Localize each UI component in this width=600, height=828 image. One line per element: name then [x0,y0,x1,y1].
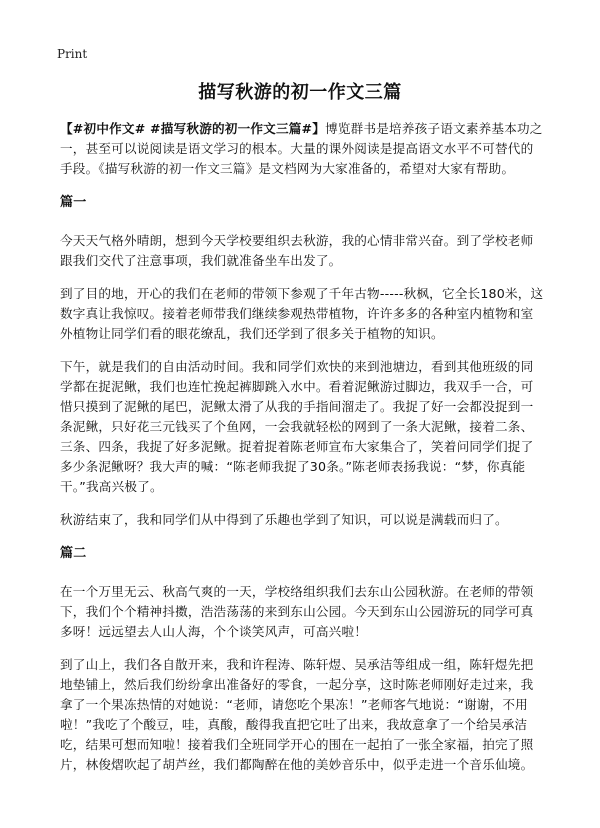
paragraph: 在一个万里无云、秋高气爽的一天，学校络组织我们去东山公园秋游。在老师的带领下，我们个个精神抖擞，浩浩荡荡的来到东山公园。今天到东山公园游玩的同学可真多呀！远远望去人山人海，个个谈笑风声，可高兴啦！ [60,584,534,639]
paragraph: 秋游结束了，我和同学们从中得到了乐趣也学到了知识，可以说是满载而归了。 [60,512,508,527]
paragraph: 下午，就是我们的自由活动时间。我和同学们欢快的来到池塘边，看到其他班级的同学都在捉泥鳅，我们也连忙挽起裤脚跳入水中。看着泥鳅游过脚边，我双手一合，可惜只摸到了泥鳅的尾巴，泥鳅太滑了从我的手指间溜走了。我捉了好一会都没捉到一条泥鳅，只好花三元钱买了个鱼网，一会我就轻松的网到了一条大泥鳅，接着二条、三条、四条，我捉了好多泥鳅。捉着捉着陈老师宣布大家集合了，笑着问同学们捉了多少条泥鳅呀？我大声的喊：“陈老师我捉了30条。”陈老师表扬我说：“梦，你真能干。”我高兴极了。 [60,359,534,494]
intro-text: 博览群书是培养孩子语文素养基本功之一，甚至可以说阅读是语文学习的根本。大量的课外阅读是提高语文水平不可替代的手段。《描写秋游的初一作文三篇》是文档网为大家准备的，希望对大家有帮助。 [60,121,543,176]
paragraph: 到了山上，我们各自散开来，我和许程涛、陈轩煜、吴承洁等组成一组，陈轩煜先把地垫铺上，然后我们纷纷拿出准备好的零食，一起分享，这时陈老师刚好走过来，我拿了一个果冻热情的对她说：“老师，请您吃个果冻！”老师客气地说：“谢谢，不用啦！”我吃了个酸豆，哇，真酸，酸得我直把它吐了出来，我故意拿了一个给吴承洁吃，结果可想而知啦！接着我们全班同学开心的围在一起拍了一张全家福，拍完了照片，林俊熠吹起了胡芦丝，我们都陶醉在他的美妙音乐中，似乎走进一个音乐仙境。 [60,657,534,772]
page-title: 描写秋游的初一作文三篇 [198,82,402,103]
print-link[interactable]: Print [57,47,88,61]
article-body [60,119,544,788]
tag-links[interactable]: 【#初中作文# #描写秋游的初一作文三篇#】 [60,121,326,136]
paragraph: 今天天气格外晴朗，想到今天学校要组织去秋游，我的心情非常兴奋。到了学校老师跟我们交代了注意事项，我们就准备坐车出发了。 [60,233,534,268]
paragraph: 到了目的地，开心的我们在老师的带领下参观了千年古物-----秋枫，它全长180米，这数字真让我惊叹。接着老师带我们继续参观热带植物，许许多多的各种室内植物和室外植物让同学们看的眼花缭乱，我们还学到了很多关于植物的知识。 [60,286,544,341]
intro-paragraph [60,119,544,179]
section-heading-1: 篇一 [60,195,87,210]
section-heading-2: 篇二 [60,546,87,561]
